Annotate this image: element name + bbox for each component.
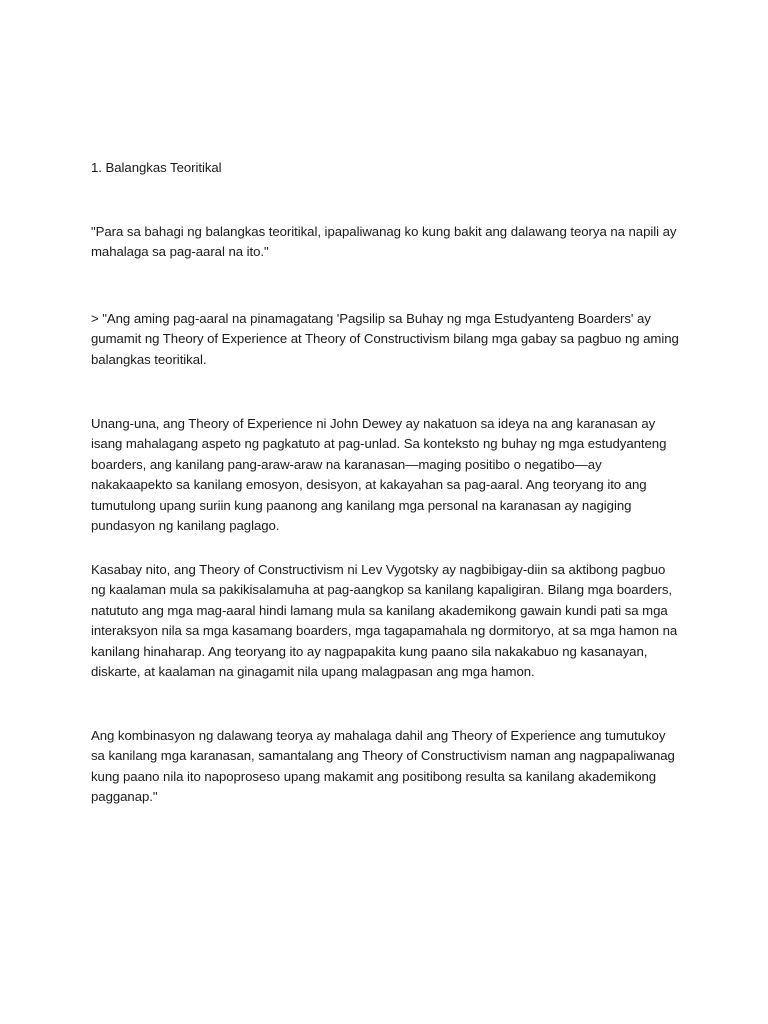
intro-paragraph: "Para sa bahagi ng balangkas teoritikal, ipapaliwanag ko kung bakit ang dalawang teorya na napili ay mahalaga sa pag-aaral na ito."	[91, 224, 677, 260]
experience-theory-paragraph: Unang-una, ang Theory of Experience ni John Dewey ay nakatuon sa ideya na ang karanasan ay isang mahalagang aspeto ng pagkatuto at pag-unlad. Sa konteksto ng buhay ng mga estudyanteng boarders, ang kanilang pang-araw-araw na karanasan—maging positibo o negatibo—ay nakakaapekto sa kanilang emosyon, desisyon, at kakayahan sa pag-aaral. Ang teoryang ito ang tumutulong upang suriin kung paanong ang kanilang mga personal na karanasan ay nagiging pundasyon ng kanilang paglago.	[91, 416, 667, 534]
quoted-study-paragraph: > "Ang aming pag-aaral na pinamagatang 'Pagsilip sa Buhay ng mga Estudyanteng Boarders' ay gumamit ng Theory of Experience at Theory of Constructivism bilang mga gabay sa pagbuo ng aming balangkas teoritikal.	[91, 311, 679, 367]
section-heading: 1. Balangkas Teoritikal	[91, 160, 222, 175]
combination-paragraph: Ang kombinasyon ng dalawang teorya ay mahalaga dahil ang Theory of Experience ang tumutukoy sa kanilang mga karanasan, samantalang ang Theory of Constructivism naman ang nagpapaliwanag kung paano nila ito napoproseso upang makamit ang positibong resulta sa kanilang akademikong pagganap."	[91, 728, 675, 805]
constructivism-theory-paragraph: Kasabay nito, ang Theory of Constructivism ni Lev Vygotsky ay nagbibigay-diin sa aktibong pagbuo ng kaalaman mula sa pakikisalamuha at pag-aangkop sa kanilang kapaligiran. Bilang mga boarders, natututo ang mga mag-aaral hindi lamang mula sa kanilang akademikong gawain kundi pati sa mga interaksyon nila sa mga kasamang boarders, mga tagapamahala ng dormitoryo, at sa mga hamon na kanilang hinaharap. Ang teoryang ito ay nagpapakita kung paano sila nakakabuo ng kasanayan, diskarte, at kaalaman na ginagamit nila upang malagpasan ang mga hamon.	[91, 562, 678, 680]
